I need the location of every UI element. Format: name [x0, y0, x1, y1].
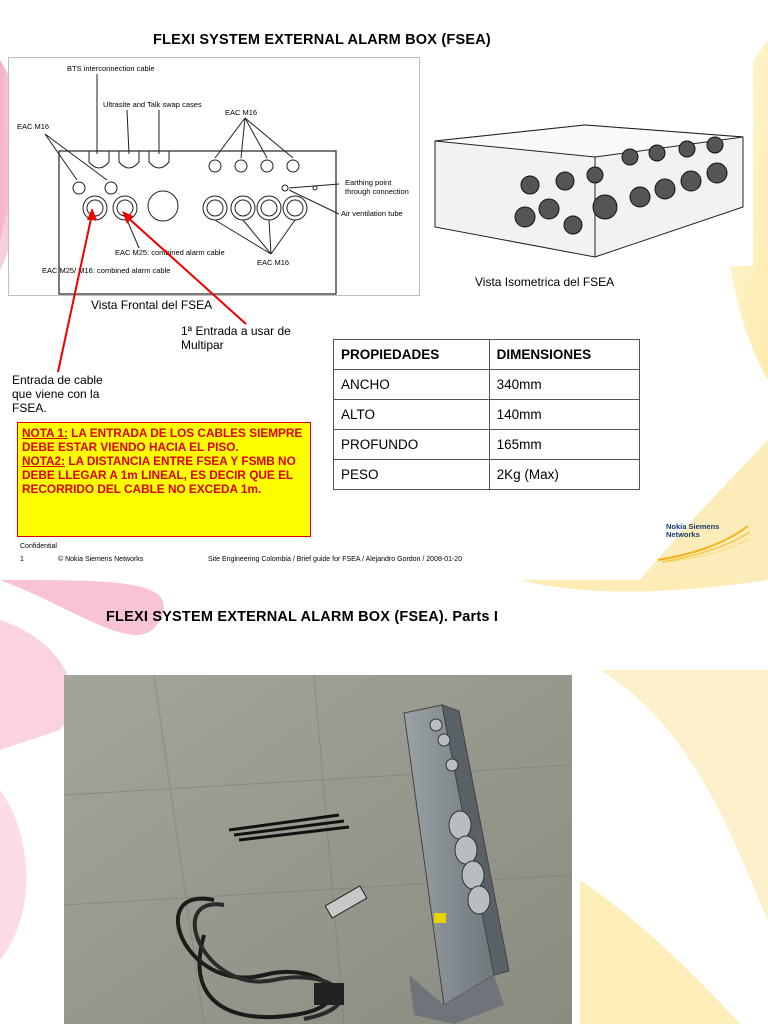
footer-page: 1: [20, 556, 24, 563]
cable-entry-label: Entrada de cable que viene con la FSEA.: [12, 373, 103, 415]
footer-confidential: Confidential: [20, 543, 57, 550]
label-through: through connection: [345, 187, 409, 196]
cell-dim: 340mm: [489, 370, 639, 400]
header-propiedades: PROPIEDADES: [334, 340, 490, 370]
cell-dim: 2Kg (Max): [489, 460, 639, 490]
iso-view-caption: Vista Isometrica del FSEA: [475, 275, 615, 289]
cell-prop: PROFUNDO: [334, 430, 490, 460]
note1-label: NOTA 1:: [22, 426, 68, 440]
label-eac-m16-bottom: EAC M16: [257, 258, 290, 267]
table-row: [334, 430, 640, 460]
note2-text: LA DISTANCIA ENTRE FSEA Y FSMB NO DEBE LLEGAR A 1m LINEAL, ES DECIR QUE EL RECORRIDO DEL CABLE NO EXCEDA 1m.: [22, 454, 296, 496]
logo-line2: Networks: [666, 530, 700, 539]
note1-text: LA ENTRADA DE LOS CABLES SIEMPRE DEBE ESTAR VIENDO HACIA EL PISO.: [22, 426, 303, 454]
table-row: [334, 370, 640, 400]
label-earthing: Earthing point: [345, 178, 392, 187]
cell-prop: ALTO: [334, 400, 490, 430]
first-entry-label: 1ª Entrada a usar de Multipar: [181, 324, 291, 352]
properties-table: [333, 339, 640, 490]
footer-doc: Site Engineering Colombia / Brief guide for FSEA / Alejandro Gordon / 2008-01-20: [208, 556, 463, 563]
cell-dim: 140mm: [489, 400, 639, 430]
label-eac-m16-top: EAC M16: [225, 108, 258, 117]
note-box: [17, 422, 311, 537]
label-eac-m25-m16: EAC M25/ M16: combined alarm cable: [42, 266, 171, 275]
logo-line1: Nokia Siemens: [666, 522, 720, 531]
slide1-title: FLEXI SYSTEM EXTERNAL ALARM BOX (FSEA): [153, 32, 491, 48]
note2-label: NOTA2:: [22, 454, 66, 468]
slide-2: [0, 580, 768, 1024]
cell-prop: ANCHO: [334, 370, 490, 400]
table-row: [334, 460, 640, 490]
fsea-photo: [64, 675, 572, 1024]
header-dimensiones: DIMENSIONES: [489, 340, 639, 370]
label-bts-cable: BTS interconnection cable: [67, 64, 155, 73]
table-header-row: [334, 340, 640, 370]
cell-dim: 165mm: [489, 430, 639, 460]
footer-copyright: © Nokia Siemens Networks: [58, 556, 144, 563]
label-air: Air ventilation tube: [341, 209, 403, 218]
cell-prop: PESO: [334, 460, 490, 490]
logo-swoosh: [654, 524, 754, 564]
label-ultrasite: Ultrasite and Talk swap cases: [103, 100, 202, 109]
slide2-title: FLEXI SYSTEM EXTERNAL ALARM BOX (FSEA). Parts I: [106, 609, 499, 625]
front-view-caption: Vista Frontal del FSEA: [91, 298, 213, 312]
label-eac-m16-left: EAC M16: [17, 122, 50, 131]
table-row: [334, 400, 640, 430]
label-eac-m25-alarm: EAC M25: combined alarm cable: [115, 248, 225, 257]
